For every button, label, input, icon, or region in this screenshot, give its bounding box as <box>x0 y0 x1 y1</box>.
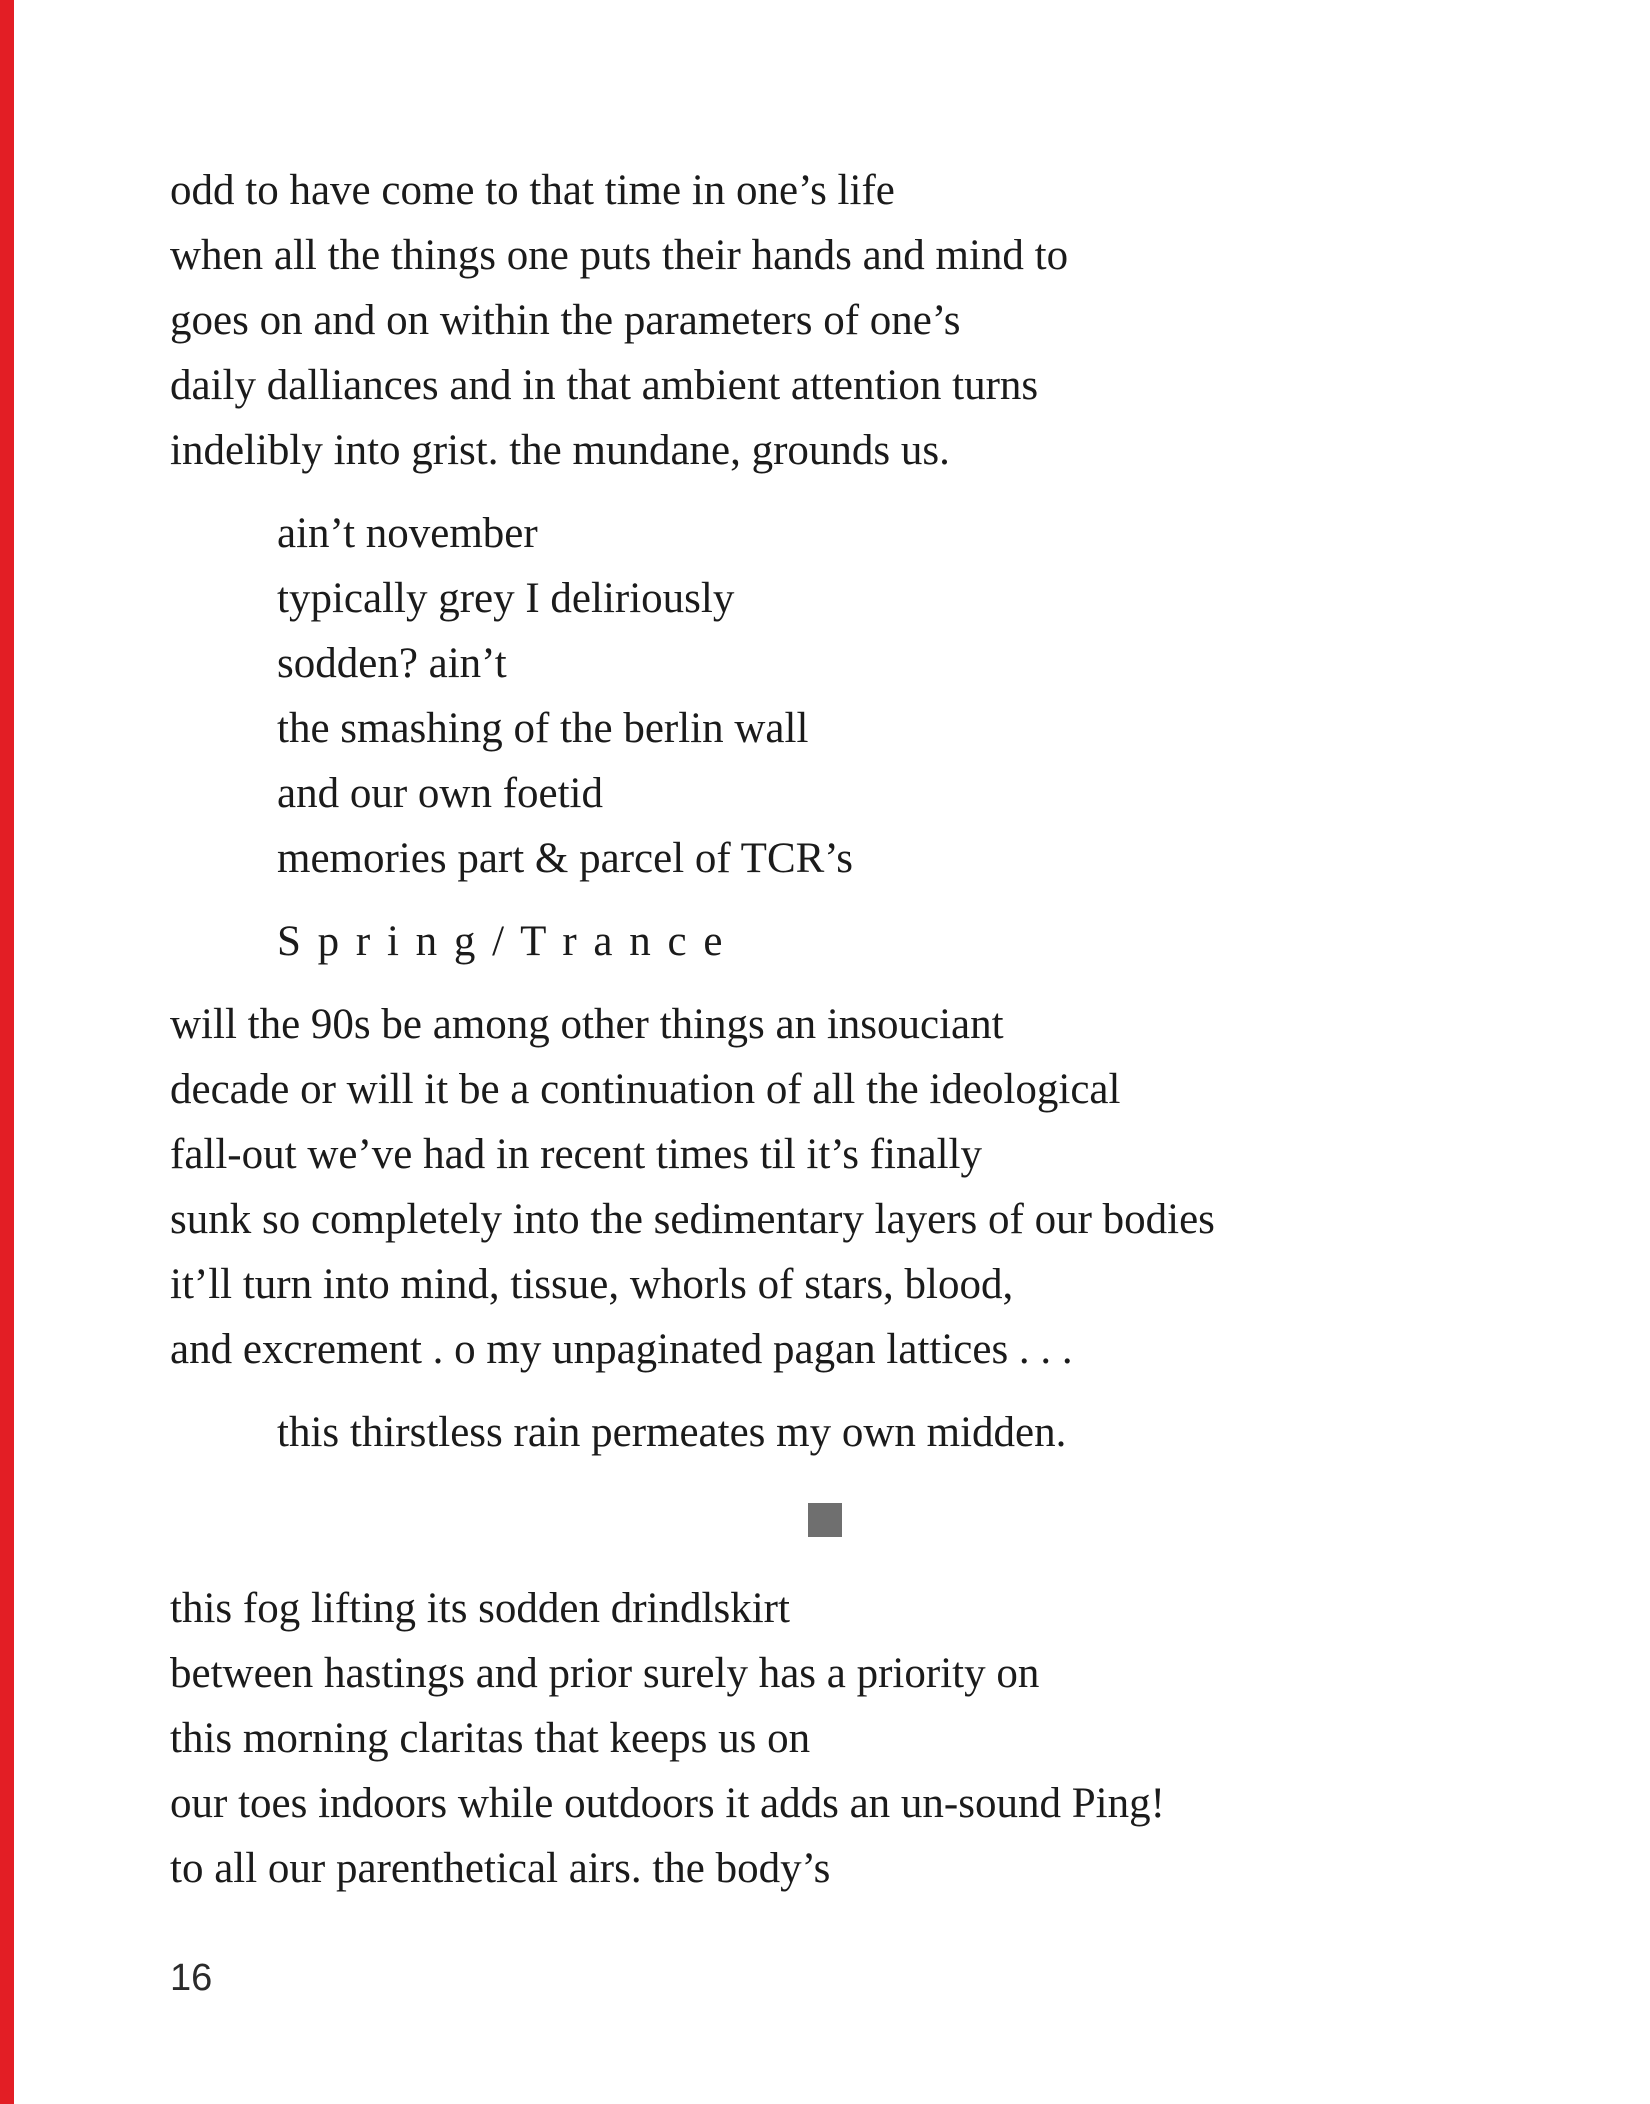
poem-line: sodden? ain’t <box>277 640 507 687</box>
poem-stanza <box>170 909 1480 974</box>
poem-line: and our own foetid <box>277 770 604 817</box>
poem-stanza <box>170 1400 1480 1465</box>
poem-stanza <box>170 1576 1480 1901</box>
poem-stanza <box>170 501 1480 891</box>
poem-line: fall-out we’ve had in recent times til it’s finally <box>170 1131 982 1178</box>
poem-line: odd to have come to that time in one’s life <box>170 167 895 214</box>
poem-line: S p r i n g / T r a n c e <box>277 918 726 965</box>
poem-stanza <box>170 992 1480 1382</box>
poem-line: this fog lifting its sodden drindlskirt <box>170 1585 790 1632</box>
poem-line: sunk so completely into the sedimentary layers of our bodies <box>170 1196 1215 1243</box>
poem-line: goes on and on within the parameters of one’s <box>170 297 961 344</box>
poem-line: between hastings and prior surely has a priority on <box>170 1650 1040 1697</box>
poem-stanzas <box>170 158 1480 1901</box>
poem-line: memories part & parcel of TCR’s <box>277 835 853 882</box>
poem-line: to all our parenthetical airs. the body’s <box>170 1845 831 1892</box>
poem-line: and excrement . o my unpaginated pagan lattices . . . <box>170 1326 1073 1373</box>
poem-line: typically grey I deliriously <box>277 575 735 622</box>
poem-line: daily dalliances and in that ambient attention turns <box>170 362 1039 409</box>
section-divider-square-icon <box>808 1503 842 1537</box>
poem-line: indelibly into grist. the mundane, grounds us. <box>170 427 950 474</box>
page-number: 16 <box>170 1957 213 1999</box>
poem-line: it’ll turn into mind, tissue, whorls of stars, blood, <box>170 1261 1014 1308</box>
poem-line: this thirstless rain permeates my own midden. <box>277 1409 1067 1456</box>
poem-line: will the 90s be among other things an insouciant <box>170 1001 1004 1048</box>
poem-line: ain’t november <box>277 510 538 557</box>
poem-line: our toes indoors while outdoors it adds an un-sound Ping! <box>170 1780 1165 1827</box>
poem-stanza <box>170 158 1480 483</box>
poem-line: the smashing of the berlin wall <box>277 705 809 752</box>
poem-line: this morning claritas that keeps us on <box>170 1715 811 1762</box>
poem-line: when all the things one puts their hands and mind to <box>170 232 1069 279</box>
poem-line: decade or will it be a continuation of all the ideological <box>170 1066 1121 1113</box>
section-divider <box>170 1503 1480 1537</box>
